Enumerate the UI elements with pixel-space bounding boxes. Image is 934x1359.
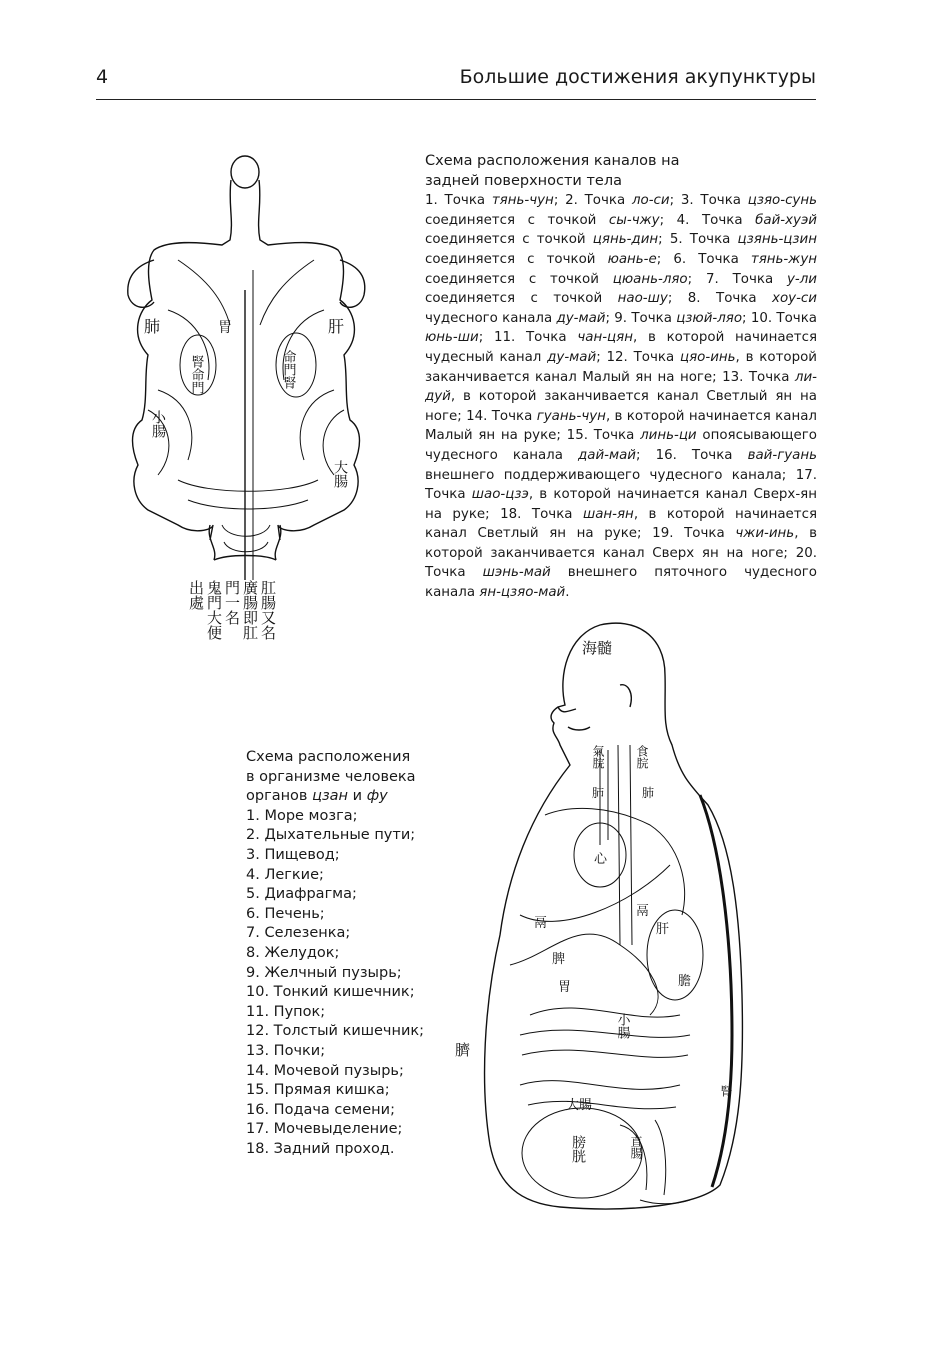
caption-back-point-name: чжи-инь — [735, 526, 795, 542]
caption-organs-title-2: в организме человека — [246, 768, 416, 785]
caption-back-point-name: юнь-ши — [425, 330, 479, 346]
caption-back-text: внешнего поддерживающего чудесного канала; 17. Точка — [425, 467, 817, 503]
side-body-labels — [455, 639, 733, 1164]
back-body-organs — [148, 260, 344, 552]
caption-back-text: ; 5. Точка — [658, 232, 738, 248]
organ-list-item: 6. Печень; — [246, 905, 325, 922]
caption-back-text: соединяется с точкой — [425, 271, 613, 287]
caption-back-text: ; 9. Точка — [605, 310, 677, 326]
label-large-intestine: 大腸 — [332, 460, 348, 488]
organ-list-item: 16. Подача семени; — [246, 1101, 395, 1118]
caption-organs-title-3 — [246, 787, 426, 807]
caption-back-point-name: цянь-дин — [592, 232, 659, 248]
caption-back-text: опоясывающего чудесного канала — [425, 428, 817, 463]
caption-back-point-name: гуань-чун — [536, 408, 606, 424]
caption-organs-title-3a: органов — [246, 788, 313, 805]
caption-back-point-name: сы-чжу — [608, 212, 660, 228]
caption-back-point-name: ду-май — [547, 349, 597, 365]
caption-back-point-name: чан-цян — [577, 330, 633, 346]
caption-back-point-name: цюань-ляо — [612, 271, 688, 287]
label-stomach: 胃 — [218, 320, 232, 336]
organ-list-item: 5. Диафрагма; — [246, 886, 357, 903]
caption-back-text: чудесного канала — [425, 310, 557, 326]
caption-back-text: 1. Точка — [425, 193, 492, 209]
header-rule — [96, 99, 816, 100]
organ-list-item: 7. Селезенка; — [246, 925, 351, 942]
caption-back-point-name: шан-ян — [582, 506, 634, 522]
label-kidney-left: 腎命門 — [188, 355, 204, 394]
label-brain-sea: 海髓 — [582, 639, 613, 657]
label-bladder: 膀胱 — [570, 1135, 586, 1163]
caption-organs-title-3c: и — [348, 788, 367, 805]
caption-back-point-name: бай-хуэй — [755, 212, 818, 228]
caption-back-point-name: дай-май — [578, 447, 637, 463]
back-body-labels — [144, 317, 348, 640]
caption-back-point-name: линь-ци — [640, 428, 697, 444]
label-column-4: 鬼門大便 — [205, 580, 223, 640]
caption-back-point-name: ду-май — [556, 310, 606, 326]
caption-back-point-name: тянь-чун — [491, 193, 554, 209]
caption-back-body — [425, 191, 817, 602]
organ-list-item: 15. Прямая кишка; — [246, 1082, 390, 1099]
organ-list-item: 1. Море мозга; — [246, 807, 358, 824]
caption-back-text: соединяется с точкой — [425, 232, 593, 248]
caption-back-text: , в которой заканчивается канал Малый ян на ноге; 13. Точка — [425, 349, 817, 385]
caption-back-text: ; 6. Точка — [656, 251, 751, 267]
caption-back-text: ; 7. Точка — [687, 271, 787, 287]
caption-back-point-name: шао-цзэ — [471, 487, 529, 503]
label-small-intestine: 小腸 — [614, 1013, 630, 1039]
label-gall: 膽 — [678, 974, 692, 989]
organ-list-item: 11. Пупок; — [246, 1003, 326, 1020]
side-body-illustration — [450, 615, 750, 1215]
caption-back-point-name: ло-си — [631, 193, 670, 209]
label-heart: 心 — [594, 852, 608, 867]
label-diaphragm-left: 鬲 — [534, 916, 548, 931]
label-spleen: 脾 — [552, 952, 566, 967]
caption-back-point-name: ли-дуй — [425, 369, 817, 405]
caption-back-text: ; 16. Точка — [636, 447, 748, 463]
caption-back-point-name: юань-е — [607, 251, 657, 267]
label-liver: 肝 — [328, 317, 345, 336]
caption-back-channels — [425, 152, 817, 603]
page-number: 4 — [96, 66, 109, 88]
caption-organs-title-3b: цзан — [312, 788, 349, 805]
organ-list-item: 17. Мочевыделение; — [246, 1121, 403, 1138]
label-kidney: 腎 — [719, 1085, 733, 1097]
organ-list-item: 14. Мочевой пузырь; — [246, 1062, 404, 1079]
caption-back-text: соединяется с точкой — [425, 251, 608, 267]
label-column-3: 門一名 — [223, 580, 241, 625]
organ-list-item: 2. Дыхательные пути; — [246, 827, 416, 844]
caption-back-point-name: тянь-жун — [750, 251, 817, 267]
caption-back-text: ; 8. Точка — [667, 291, 773, 307]
caption-back-point-name: хоу-си — [772, 291, 817, 307]
label-diaphragm-right: 鬲 — [636, 904, 650, 919]
organ-list-item: 13. Почки; — [246, 1042, 326, 1059]
label-lung-left: 肺 — [592, 786, 605, 800]
caption-back-text: ; 12. Точка — [596, 349, 680, 365]
label-column-2: 廣腸即肛 — [241, 580, 259, 640]
side-body-organs — [510, 745, 703, 1204]
label-esophagus: 食脘 — [635, 745, 649, 769]
caption-back-text: ; 3. Точка — [669, 193, 748, 209]
caption-back-text: ; 11. Точка — [478, 330, 578, 346]
label-kidney-right: 命門腎 — [280, 350, 296, 389]
caption-back-text: , в которой начинается чудесный канал — [425, 330, 817, 365]
caption-back-text: ; 2. Точка — [553, 193, 632, 209]
caption-back-text: , в которой начинается канал Малый ян на руке; 15. Точка — [425, 408, 817, 444]
back-body-illustration — [118, 150, 418, 660]
caption-back-text: ; 4. Точка — [659, 212, 756, 228]
caption-back-point-name: цяо-инь — [680, 349, 736, 365]
organ-list-item: 9. Желчный пузырь; — [246, 964, 402, 981]
caption-back-text: , в которой заканчивается канал Сверх ян на ноге; 20. Точка — [425, 526, 817, 581]
caption-back-point-name: ян-цзяо-май — [479, 585, 566, 601]
caption-back-point-name: у-ли — [786, 271, 818, 287]
label-small-intestine: 小腸 — [150, 410, 166, 438]
caption-back-text: соединяется с точкой — [425, 212, 609, 228]
caption-back-point-name: цзяо-сунь — [747, 193, 817, 209]
organ-list — [246, 807, 426, 1160]
caption-back-text: . — [565, 585, 570, 601]
label-column-1: 肛腸又名 — [259, 580, 277, 640]
caption-back-text: ; 10. Точка — [742, 310, 817, 326]
running-title: Большие достижения акупунктуры — [459, 66, 816, 88]
caption-back-point-name: шэнь-май — [482, 565, 551, 581]
organ-list-item: 10. Тонкий кишечник; — [246, 984, 415, 1001]
label-stomach: 胃 — [558, 980, 572, 995]
caption-organs — [246, 748, 426, 1159]
caption-back-text: внешнего пяточного чудесного канала — [425, 565, 818, 601]
label-navel: 臍 — [455, 1041, 471, 1059]
caption-back-point-name: вай-гуань — [747, 447, 818, 463]
label-large-intestine: 大腸 — [566, 1098, 593, 1113]
caption-back-text: , в которой заканчивается канал Светлый ян на ноге; 14. Точка — [425, 389, 817, 424]
caption-back-text: , в которой начинается канал Сверх-ян на руке; 18. Точка — [425, 487, 817, 522]
organ-list-item: 8. Желудок; — [246, 944, 340, 961]
caption-back-text: соединяется с точкой — [425, 291, 618, 307]
label-column-5: 出處 — [187, 580, 205, 610]
label-lung: 肺 — [144, 317, 161, 336]
caption-organs-title-3d: фу — [366, 788, 388, 805]
caption-back-text: , в которой начинается канал Светлый ян на руке; 19. Точка — [425, 506, 818, 542]
caption-back-point-name: нао-шу — [617, 291, 668, 307]
label-liver: 肝 — [656, 922, 670, 937]
caption-back-point-name: цзюй-ляо — [676, 310, 743, 326]
caption-back-title: Схема расположения каналов на задней поверхности тела — [425, 153, 680, 189]
label-lung-right: 肺 — [642, 786, 655, 800]
label-rectum: 直腸 — [629, 1135, 643, 1159]
back-body-outline — [128, 156, 365, 560]
label-airway: 氣脘 — [591, 745, 605, 769]
organ-list-item: 18. Задний проход. — [246, 1140, 395, 1157]
organ-list-item: 3. Пищевод; — [246, 846, 340, 863]
organ-list-item: 4. Легкие; — [246, 866, 324, 883]
caption-back-point-name: цзянь-цзин — [737, 232, 817, 248]
organ-list-item: 12. Толстый кишечник; — [246, 1023, 425, 1040]
caption-organs-title-1: Схема расположения — [246, 749, 411, 765]
